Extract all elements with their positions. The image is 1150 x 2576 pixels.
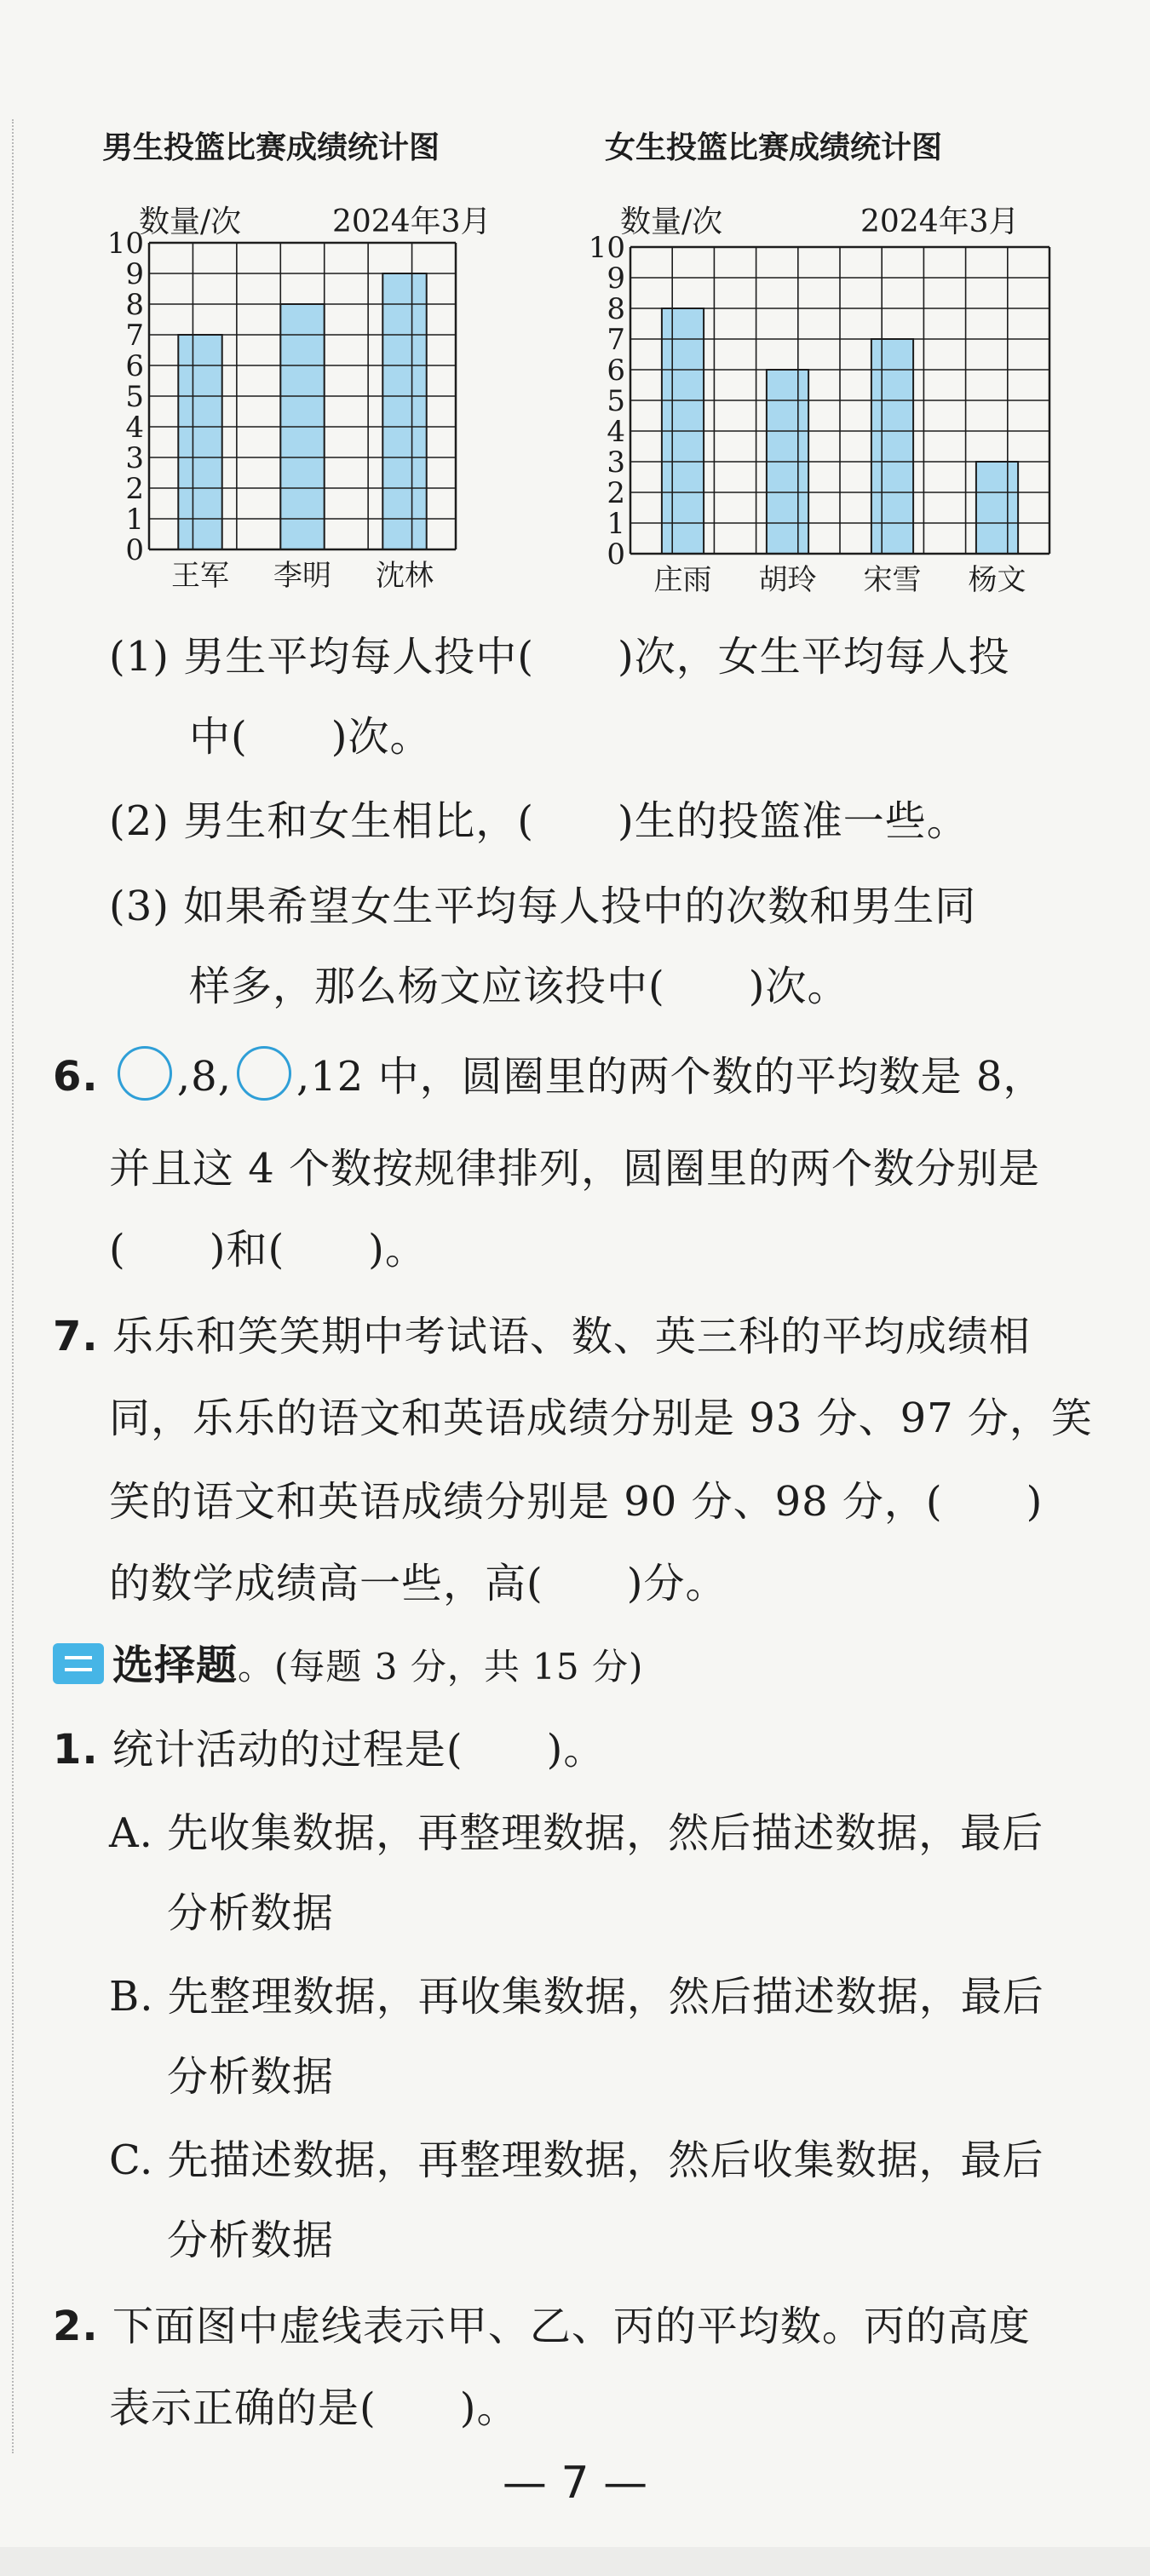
mc1-option-a-cont: 分析数据 <box>167 1889 335 1937</box>
mc1-number: 1. <box>53 1726 99 1774</box>
bar <box>382 273 426 549</box>
mc2-line2: 表示正确的是( )。 <box>109 2384 519 2432</box>
q7-line1-text: 乐乐和笑笑期中考试语、数、英三科的平均成绩相 <box>112 1313 1031 1360</box>
mc1-option-b: B. 先整理数据，再收集数据，然后描述数据，最后 <box>109 1973 1044 2021</box>
section-heading <box>53 1632 643 1691</box>
blank-circle-2 <box>237 1046 291 1101</box>
q7-line3: 笑的语文和英语成绩分别是 90 分、98 分，( ) <box>109 1478 1044 1526</box>
mc1-stem-line <box>53 1716 605 1775</box>
y-tick-label: 1 <box>125 503 144 537</box>
y-tick-label: 6 <box>607 354 625 388</box>
mc1-option-c: C. 先描述数据，再整理数据，然后收集数据，最后 <box>109 2136 1044 2184</box>
y-tick-label: 6 <box>125 349 144 383</box>
y-tick-label: 3 <box>607 446 625 480</box>
y-tick-label: 10 <box>588 231 625 265</box>
section-title: 选择题 <box>112 1642 239 1689</box>
y-tick-label: 7 <box>125 319 144 353</box>
x-tick-label: 宋雪 <box>863 563 922 597</box>
x-tick-label: 杨文 <box>968 563 1026 597</box>
y-tick-label: 1 <box>607 507 625 541</box>
mc2-line1-text: 下面图中虚线表示甲、乙、丙的平均数。丙的高度 <box>112 2303 1031 2350</box>
q6-line3: ( )和( )。 <box>109 1226 427 1274</box>
mc1-option-b-cont: 分析数据 <box>167 2053 335 2101</box>
margin-dotted-line <box>12 119 14 2453</box>
chart-date: 2024年3月 <box>332 204 492 239</box>
q5-part3-line1: (3) 如果希望女生平均每人投中的次数和男生同 <box>109 883 977 930</box>
mc1-option-c-cont: 分析数据 <box>167 2217 335 2264</box>
q5-part3-line2: 样多，那么杨文应该投中( )次。 <box>189 963 849 1010</box>
q6-number: 6. <box>53 1053 99 1101</box>
q6-line1 <box>53 1044 1044 1102</box>
charts-area <box>102 124 1065 601</box>
mc2-line1 <box>53 2293 1031 2352</box>
y-tick-label: 5 <box>125 380 144 414</box>
mc1-stem: 统计活动的过程是( )。 <box>112 1726 606 1774</box>
section-note: 。(每题 3 分，共 15 分) <box>238 1646 644 1688</box>
y-tick-label: 0 <box>125 533 144 567</box>
q6-line2: 并且这 4 个数按规律排列，圆圈里的两个数分别是 <box>109 1145 1041 1193</box>
q5-part1-line2: 中( )次。 <box>189 713 432 761</box>
section-two-icon <box>53 1643 104 1684</box>
bar <box>178 335 221 549</box>
chart-ylabel: 数量/次 <box>620 204 723 239</box>
y-tick-label: 7 <box>607 323 625 357</box>
y-tick-label: 8 <box>607 292 625 326</box>
x-tick-label: 庄雨 <box>653 563 712 597</box>
y-tick-label: 4 <box>607 415 625 449</box>
y-tick-label: 8 <box>125 288 144 322</box>
y-tick-label: 9 <box>125 257 144 291</box>
blank-circle-1 <box>118 1046 172 1101</box>
q7-line2: 同，乐乐的语文和英语成绩分别是 93 分、97 分，笑 <box>109 1394 1093 1442</box>
chart-date: 2024年3月 <box>860 204 1020 239</box>
x-tick-label: 胡玲 <box>758 563 817 597</box>
q6-text-b: ,12 中，圆圈里的两个数的平均数是 8， <box>296 1053 1045 1101</box>
q5-part1-line1: (1) 男生平均每人投中( )次，女生平均每人投 <box>109 633 1010 681</box>
y-tick-label: 10 <box>106 227 144 261</box>
bar <box>871 339 913 554</box>
y-tick-label: 5 <box>607 384 625 418</box>
mc1-option-a: A. 先收集数据，再整理数据，然后描述数据，最后 <box>109 1809 1044 1857</box>
bar <box>976 462 1018 554</box>
y-tick-label: 2 <box>125 472 144 506</box>
y-tick-label: 3 <box>125 441 144 475</box>
y-tick-label: 2 <box>607 476 625 510</box>
page-number: — 7 — <box>502 2458 648 2509</box>
mc2-number: 2. <box>53 2303 99 2350</box>
q6-text-a: ,8, <box>176 1053 232 1101</box>
bottom-strip <box>0 2547 1150 2576</box>
x-tick-label: 沈林 <box>376 559 434 593</box>
x-tick-label: 李明 <box>273 559 331 593</box>
chart-ylabel: 数量/次 <box>139 204 242 239</box>
y-tick-label: 0 <box>607 538 625 572</box>
q7-line4: 的数学成绩高一些，高( )分。 <box>109 1560 727 1607</box>
q7-line1 <box>53 1303 1031 1362</box>
y-tick-label: 4 <box>125 411 144 445</box>
chart-title: 男生投篮比赛成绩统计图 <box>102 130 440 165</box>
y-tick-label: 9 <box>607 262 625 296</box>
q5-part2-line1: (2) 男生和女生相比，( )生的投篮准一些。 <box>109 797 969 845</box>
q7-number: 7. <box>53 1313 99 1360</box>
chart-title: 女生投篮比赛成绩统计图 <box>605 130 943 165</box>
x-tick-label: 王军 <box>171 559 229 593</box>
bar-charts <box>102 124 1065 601</box>
